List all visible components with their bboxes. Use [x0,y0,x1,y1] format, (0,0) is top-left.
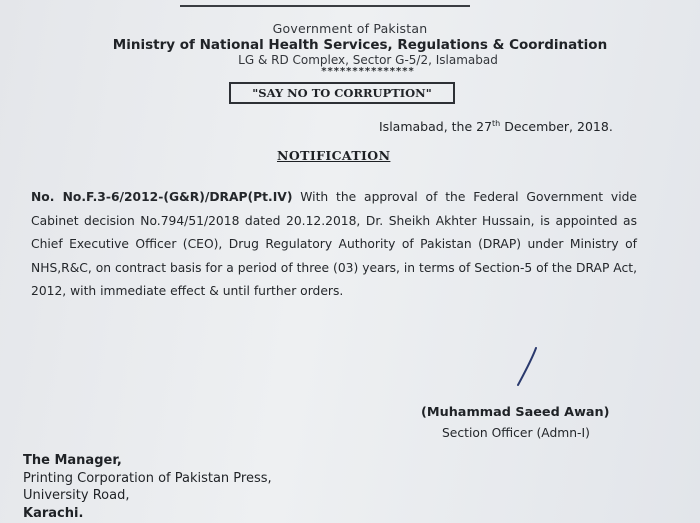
date-prefix: Islamabad, the 27 [379,119,493,135]
top-border-line [180,0,470,7]
notification-body [31,186,637,304]
recipient-line-4: Karachi. [23,505,84,521]
body-text: With the approval of the Federal Government vide Cabinet decision No.794/51/2018 dated 20.12.2018, Dr. Sheikh Akhter Hussain, is appointed as Chief Executive Officer (CEO), Drug Regulatory Authority of Pakistan (DRAP) under Ministry of NHS,R&C, on contract basis for a period of three (03) years, in terms of Section-5 of the DRAP Act, 2012, with immediate effect & until further orders. [31,190,638,298]
star-separator: *************** [321,66,415,77]
recipient-line-1: The Manager, [23,453,122,468]
recipient-line-3: University Road, [23,488,130,503]
ministry-address: LG & RD Complex, Sector G-5/2, Islamabad [238,53,498,67]
ministry-name: Ministry of National Health Services, Regulations & Coordination [112,37,608,53]
recipient-line-2: Printing Corporation of Pakistan Press, [23,470,272,486]
signer-name: (Muhammad Saeed Awan) [421,405,610,420]
signature-mark-icon [512,345,542,389]
date-line [379,119,613,134]
signer-designation: Section Officer (Admn-I) [442,426,590,440]
government-line: Government of Pakistan [272,21,428,36]
notification-title: NOTIFICATION [277,148,391,163]
date-suffix: December, 2018. [500,119,613,135]
slogan-box: "SAY NO TO CORRUPTION" [229,82,455,104]
date-superscript: th [492,119,501,128]
recipient-address [23,452,272,522]
reference-number: No. No.F.3-6/2012-(G&R)/DRAP(Pt.IV) [31,190,293,204]
